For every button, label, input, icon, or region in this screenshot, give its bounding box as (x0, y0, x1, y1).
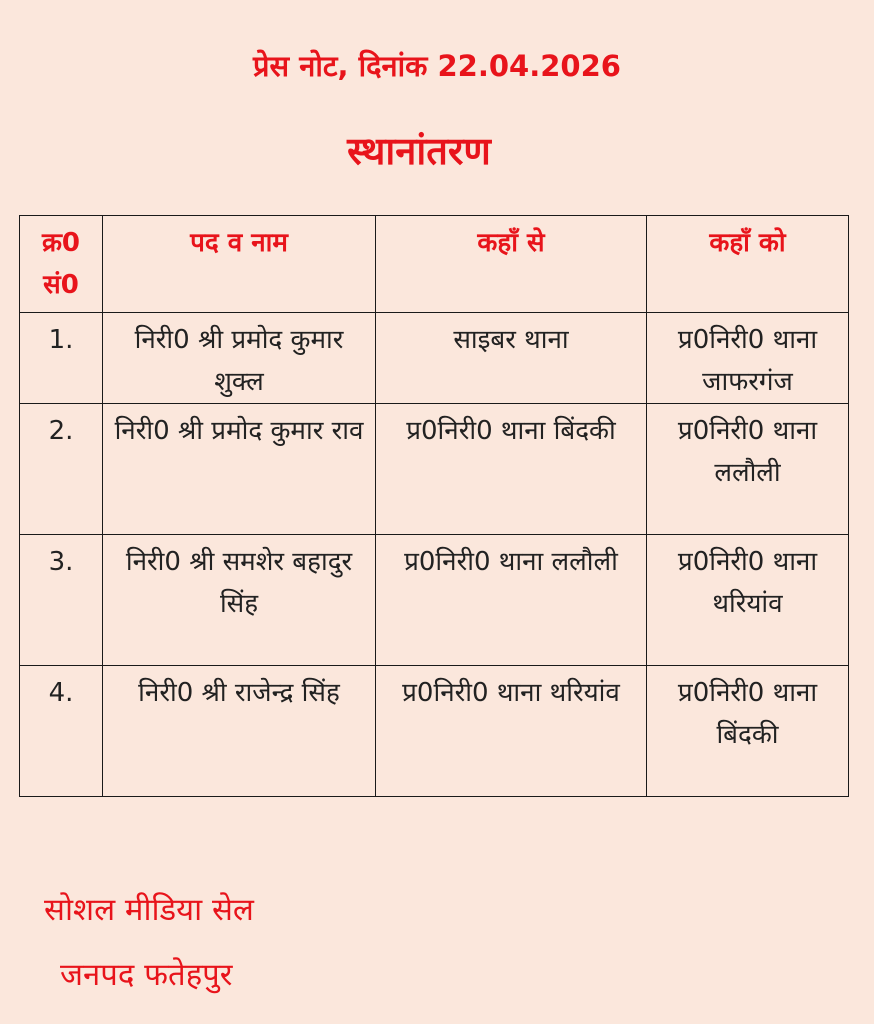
cell-serial-number: 2. (20, 404, 103, 535)
page-heading: स्थानांतरण (347, 129, 491, 173)
press-note-title: प्रेस नोट, दिनांक 22.04.2026 (253, 49, 621, 83)
cell-to: प्र0निरी0 थाना थरियांव (647, 535, 849, 666)
table-row (20, 666, 849, 797)
cell-from: साइबर थाना (376, 313, 647, 404)
table-row (20, 535, 849, 666)
header-post-and-name: पद व नाम (103, 216, 376, 313)
cell-post-and-name: निरी0 श्री राजेन्द्र सिंह (103, 666, 376, 797)
table-row (20, 404, 849, 535)
cell-post-and-name: निरी0 श्री प्रमोद कुमार शुक्ल (103, 313, 376, 404)
cell-from: प्र0निरी0 थाना थरियांव (376, 666, 647, 797)
cell-to: प्र0निरी0 थाना बिंदकी (647, 666, 849, 797)
header-from: कहाँ से (376, 216, 647, 313)
cell-to: प्र0निरी0 थाना जाफरगंज (647, 313, 849, 404)
cell-post-and-name: निरी0 श्री प्रमोद कुमार राव (103, 404, 376, 535)
header-to: कहाँ को (647, 216, 849, 313)
cell-serial-number: 3. (20, 535, 103, 666)
cell-from: प्र0निरी0 थाना बिंदकी (376, 404, 647, 535)
cell-serial-number: 1. (20, 313, 103, 404)
cell-to: प्र0निरी0 थाना ललौली (647, 404, 849, 535)
cell-post-and-name: निरी0 श्री समशेर बहादुर सिंह (103, 535, 376, 666)
footer-social-media-cell: सोशल मीडिया सेल (44, 892, 254, 928)
header-serial-number: क्र0 सं0 (20, 216, 103, 313)
cell-from: प्र0निरी0 थाना ललौली (376, 535, 647, 666)
table-row (20, 313, 849, 404)
cell-serial-number: 4. (20, 666, 103, 797)
footer-district-name: जनपद फतेहपुर (60, 957, 233, 993)
transfer-table (19, 215, 849, 797)
table-header-row (20, 216, 849, 313)
